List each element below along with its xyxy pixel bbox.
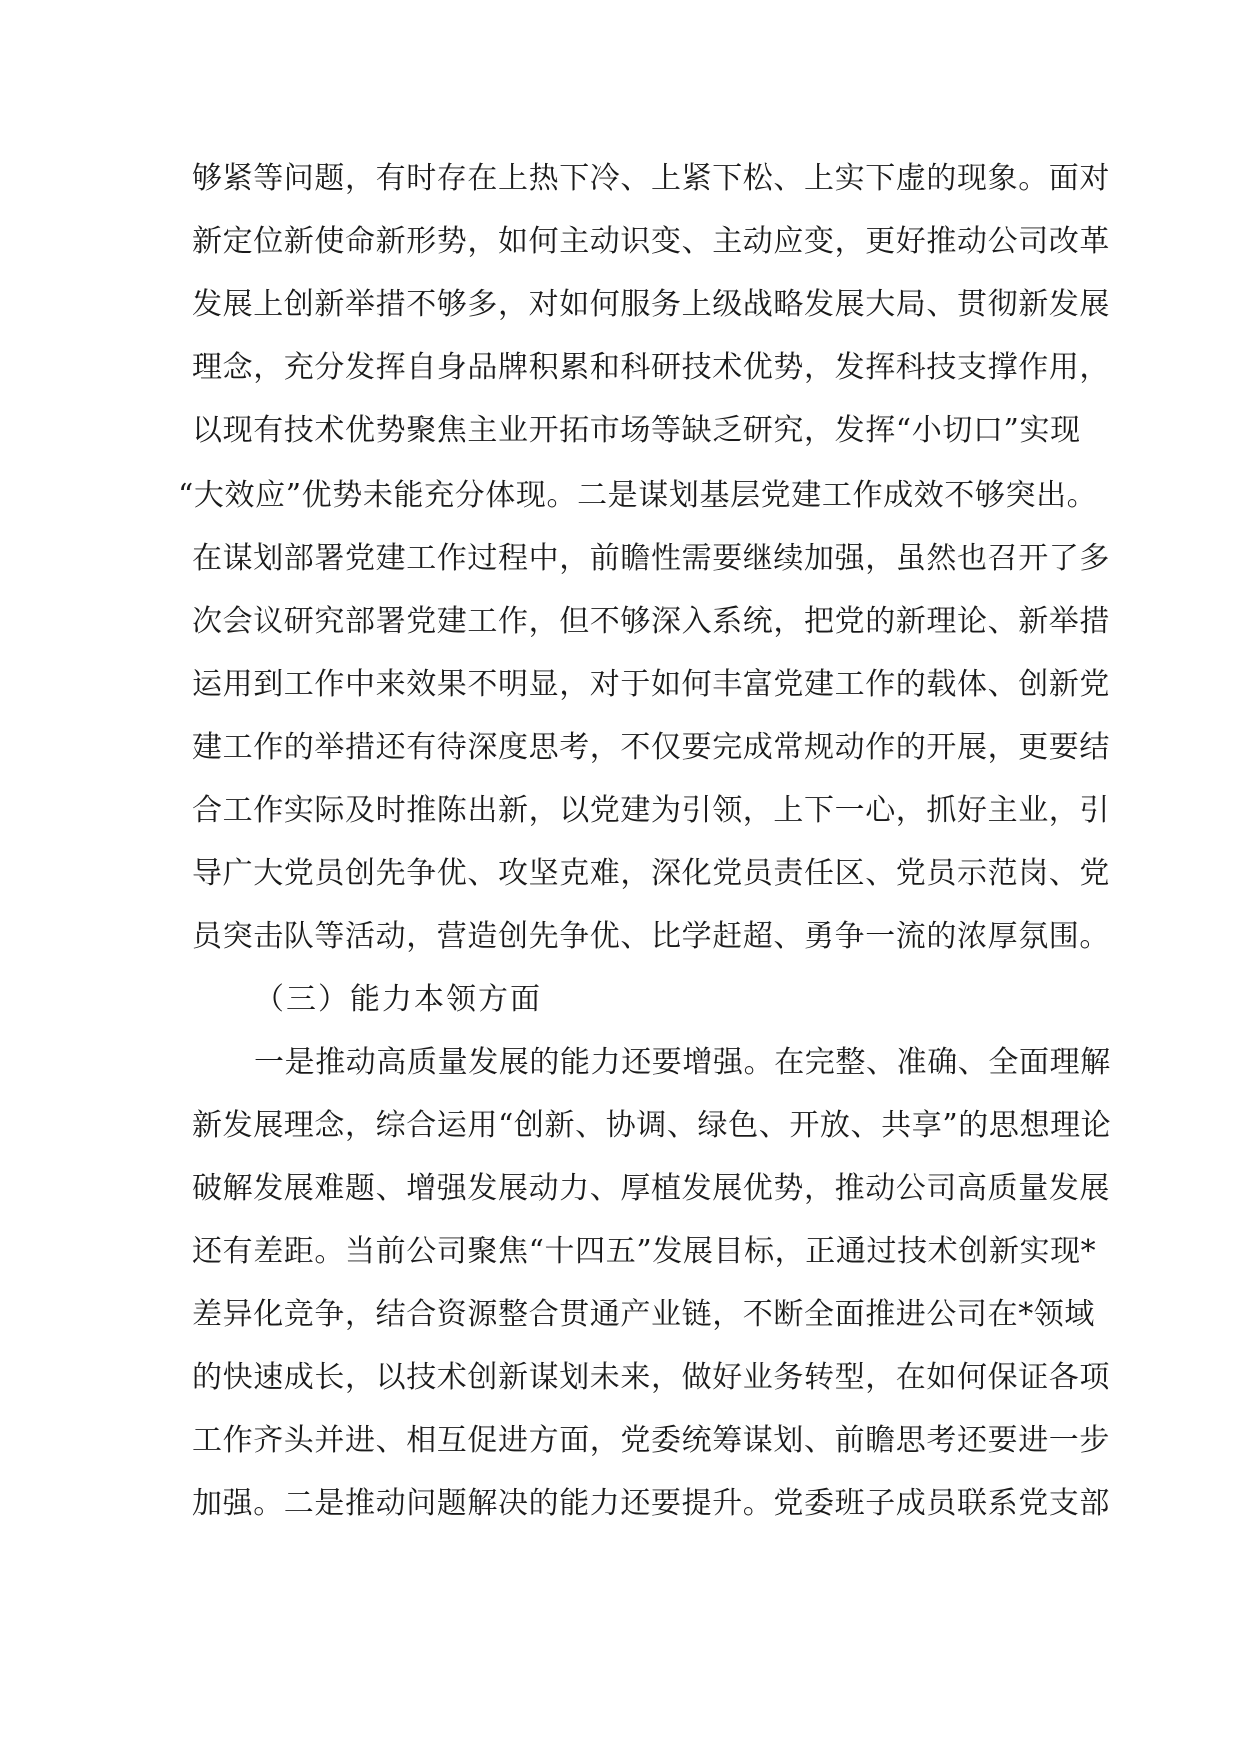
body-text-line: 工作齐头并进、相互促进方面，党委统筹谋划、前瞻思考还要进一步	[192, 1423, 1110, 1458]
body-text-line: “大效应”优势未能充分体现。二是谋划基层党建工作成效不够突出。	[178, 478, 1098, 513]
body-text-line: 发展上创新举措不够多，对如何服务上级战略发展大局、贯彻新发展	[192, 287, 1110, 322]
body-text-line: 差异化竞争，结合资源整合贯通产业链，不断全面推进公司在*领域	[192, 1297, 1095, 1332]
body-text-line: 的快速成长，以技术创新谋划未来，做好业务转型，在如何保证各项	[192, 1360, 1110, 1395]
section-heading: （三）能力本领方面	[254, 982, 542, 1017]
body-text-line: 建工作的举措还有待深度思考，不仅要完成常规动作的开展，更要结	[192, 730, 1110, 765]
body-text-line: 理念，充分发挥自身品牌积累和科研技术优势，发挥科技支撑作用，	[192, 350, 1110, 385]
body-text-line: 够紧等问题，有时存在上热下冷、上紧下松、上实下虚的现象。面对	[192, 161, 1110, 196]
body-text-line: 员突击队等活动，营造创先争优、比学赶超、勇争一流的浓厚氛围。	[192, 919, 1110, 954]
body-text-line: 新定位新使命新形势，如何主动识变、主动应变，更好推动公司改革	[192, 224, 1110, 259]
body-text-line: 次会议研究部署党建工作，但不够深入系统，把党的新理论、新举措	[192, 604, 1110, 639]
body-text-line: 以现有技术优势聚焦主业开拓市场等缺乏研究，发挥“小切口”实现	[192, 413, 1081, 448]
body-text-line: 新发展理念，综合运用“创新、协调、绿色、开放、共享”的思想理论	[192, 1108, 1112, 1143]
body-text-line: 运用到工作中来效果不明显，对于如何丰富党建工作的载体、创新党	[192, 667, 1110, 702]
body-text-line: 合工作实际及时推陈出新，以党建为引领，上下一心，抓好主业，引	[192, 793, 1110, 828]
body-text-line: 导广大党员创先争优、攻坚克难，深化党员责任区、党员示范岗、党	[192, 856, 1110, 891]
body-text-line: 加强。二是推动问题解决的能力还要提升。党委班子成员联系党支部	[192, 1486, 1110, 1521]
body-text-line: 还有差距。当前公司聚焦“十四五”发展目标，正通过技术创新实现*	[192, 1234, 1097, 1269]
body-text-line: 一是推动高质量发展的能力还要增强。在完整、准确、全面理解	[254, 1045, 1111, 1080]
body-text-line: 破解发展难题、增强发展动力、厚植发展优势，推动公司高质量发展	[192, 1171, 1110, 1206]
body-text-line: 在谋划部署党建工作过程中，前瞻性需要继续加强，虽然也召开了多	[192, 541, 1110, 576]
